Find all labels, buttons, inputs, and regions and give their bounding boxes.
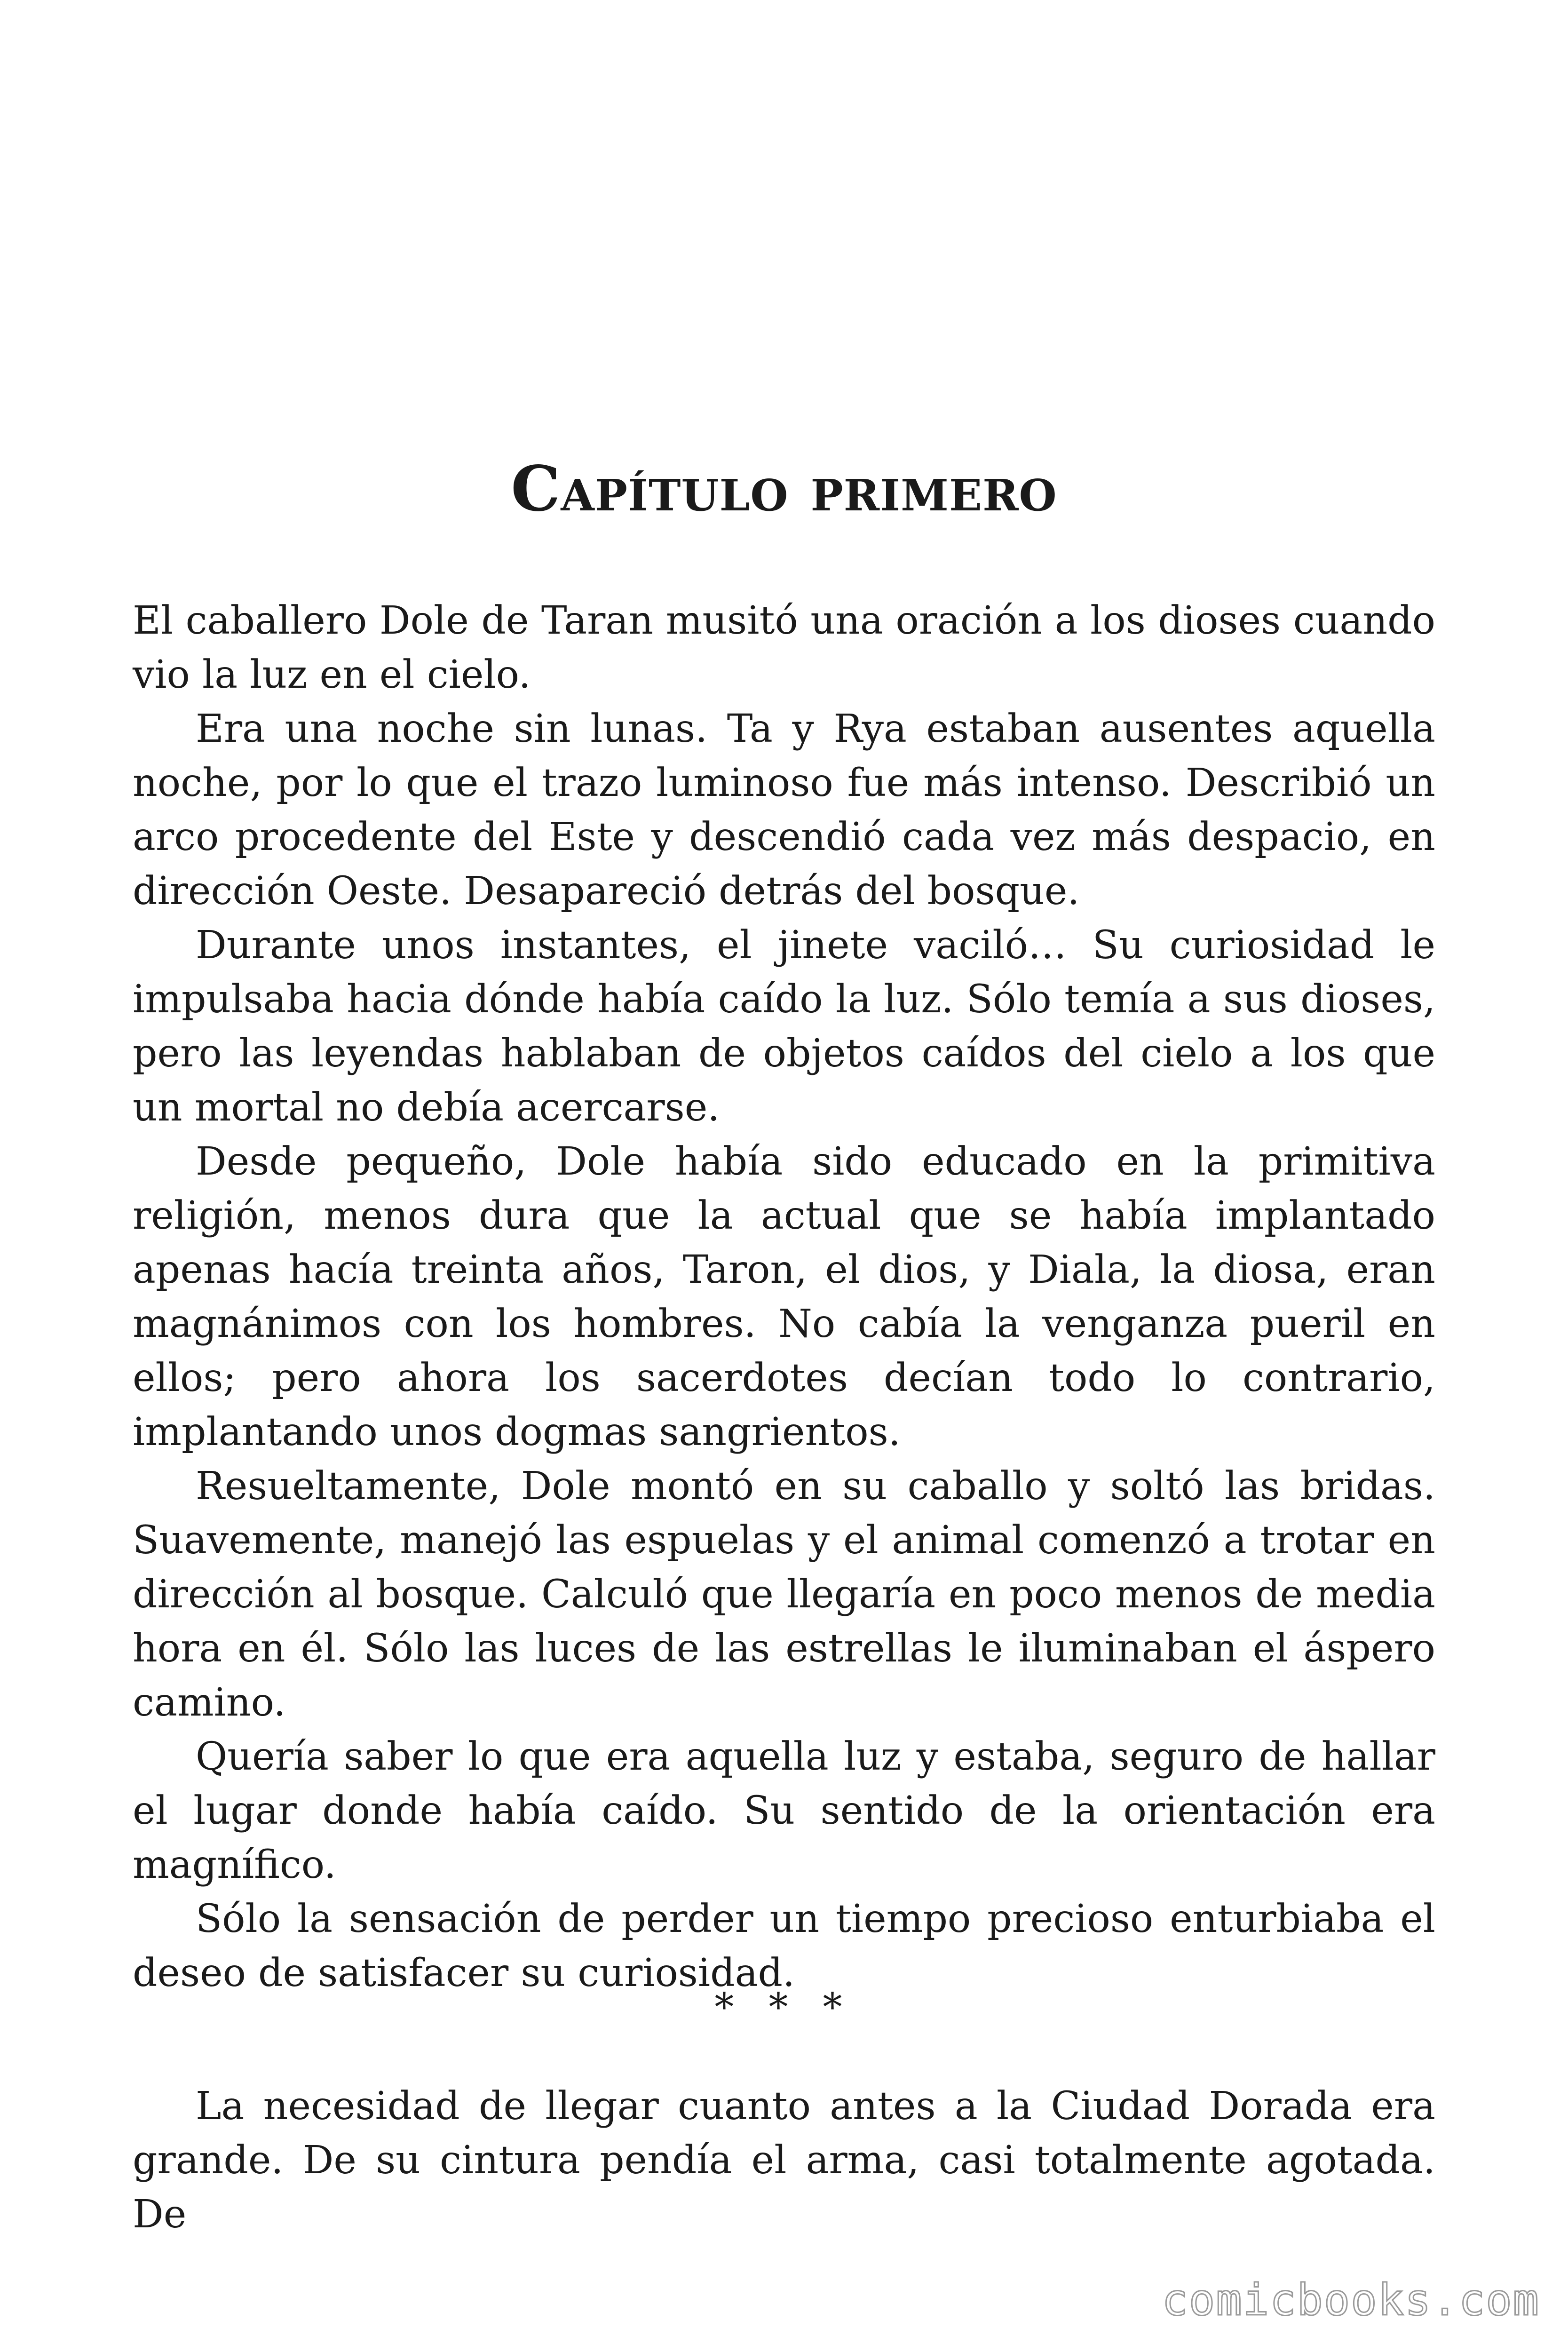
paragraph: Quería saber lo que era aquella luz y estaba, seguro de hallar el lugar donde había caído. Su sentido de la orientación era magnífico. (133, 1734, 1435, 1887)
paragraph: Durante unos instantes, el jinete vaciló… Su curiosidad le impulsaba hacia dónde había caído la luz. Sólo temía a sus dioses, pero las leyendas hablaban de objetos caídos del cielo a los que un mortal no debía acercarse. (133, 923, 1435, 1130)
chapter-body (133, 594, 1435, 2000)
watermark-logo: comicbooks.com (1162, 2275, 1540, 2325)
paragraph: La necesidad de llegar cuanto antes a la Ciudad Dorada era grande. De su cintura pendía el arma, casi totalmente agotada. De (133, 2084, 1435, 2237)
paragraph: Sólo la sensación de perder un tiempo precioso enturbiaba el deseo de satisfacer su curiosidad. (133, 1897, 1435, 1995)
paragraph: Desde pequeño, Dole había sido educado en la primitiva religión, menos dura que la actual que se había implantado apenas hacía treinta años, Taron, el dios, y Diala, la diosa, eran magnánimos con los hombres. No cabía la venganza pueril en ellos; pero ahora los sacerdotes decían todo lo contrario, implantando unos dogmas sangrientos. (133, 1139, 1435, 1454)
chapter-title: Capítulo primero (511, 453, 1057, 525)
section-separator: * * * (714, 1985, 854, 2030)
paragraph: Resueltamente, Dole montó en su caballo y soltó las bridas. Suavemente, manejó las espuelas y el animal comenzó a trotar en dirección al bosque. Calculó que llegaría en poco menos de media hora en él. Sólo las luces de las estrellas le iluminaban el áspero camino. (133, 1464, 1435, 1725)
paragraph: El caballero Dole de Taran musitó una oración a los dioses cuando vio la luz en el cielo. (133, 598, 1435, 697)
chapter-body-continued (133, 2079, 1435, 2241)
paragraph: Era una noche sin lunas. Ta y Rya estaban ausentes aquella noche, por lo que el trazo luminoso fue más intenso. Describió un arco procedente del Este y descendió cada vez más despacio, en dirección Oeste. Desapareció detrás del bosque. (133, 707, 1435, 914)
